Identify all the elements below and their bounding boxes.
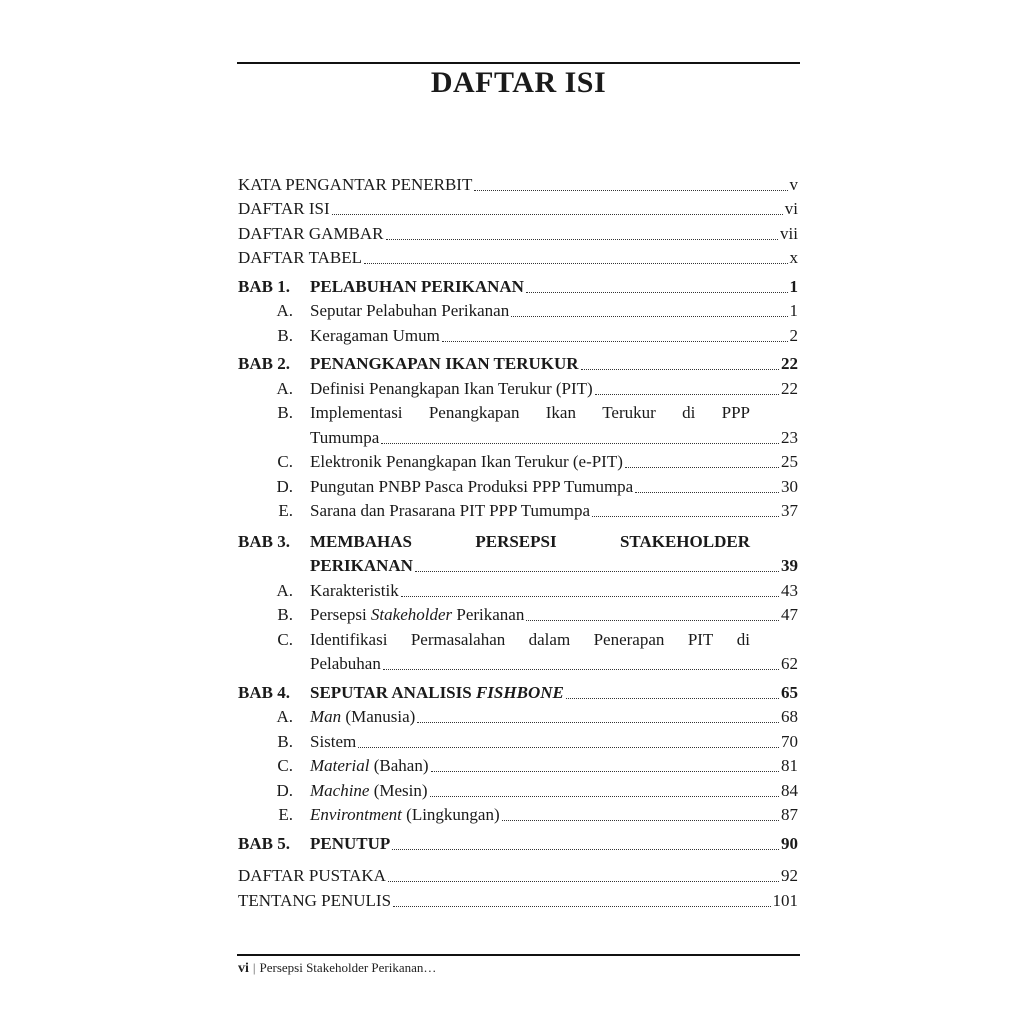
section-title	[310, 403, 798, 423]
title-part: Perikanan	[452, 605, 525, 624]
chapter-page: 90	[781, 833, 798, 853]
dot-leader	[392, 849, 779, 850]
dot-leader	[401, 596, 779, 597]
toc-entry-daftar-pustaka[interactable]	[238, 862, 798, 887]
title-part: (Mesin)	[369, 780, 428, 800]
section-letter: A.	[276, 378, 293, 398]
toc-entry-page: vi	[784, 199, 798, 218]
toc-entry-label: TENTANG PENULIS	[238, 890, 392, 910]
section-page: 1	[789, 301, 798, 320]
toc-entry-daftar-isi[interactable]	[238, 195, 798, 220]
toc-entry-label: DAFTAR GAMBAR	[238, 223, 384, 243]
title-italic-part: FISHBONE	[475, 682, 564, 702]
toc-section-1b[interactable]	[238, 321, 798, 346]
section-title	[310, 630, 798, 650]
title-word: MEMBAHAS	[310, 531, 412, 551]
toc-section-2b[interactable]	[238, 399, 798, 424]
toc-entry-page: vii	[780, 223, 798, 243]
title-italic-part: Stakeholder	[370, 605, 453, 624]
dot-leader	[381, 443, 779, 444]
dot-leader	[502, 820, 779, 821]
chapter-number: BAB 1.	[238, 276, 290, 296]
toc-entry-page: 101	[772, 890, 798, 910]
section-page: 2	[789, 325, 798, 345]
section-title	[310, 707, 415, 727]
toc-chapter-5[interactable]	[238, 829, 798, 854]
title-italic-part: Environtment	[310, 805, 402, 824]
dot-leader	[358, 747, 779, 748]
toc-entry-label: KATA PENGANTAR PENERBIT	[238, 174, 473, 194]
chapter-title: PELABUHAN PERIKANAN	[310, 276, 524, 296]
footer-page-number: vi	[238, 961, 249, 976]
section-title: Sistem	[310, 731, 357, 751]
section-title: Seputar Pelabuhan Perikanan	[310, 301, 510, 320]
section-letter: E.	[278, 501, 293, 520]
footer-running-title: Persepsi Stakeholder Perikanan…	[259, 960, 437, 975]
section-letter: B.	[277, 731, 293, 751]
dot-leader	[364, 263, 788, 264]
chapter-number: BAB 3.	[238, 531, 290, 551]
dot-leader	[635, 492, 779, 493]
title-word: Permasalahan	[410, 629, 506, 649]
section-page: 37	[781, 501, 798, 520]
title-part: (Manusia)	[341, 707, 416, 726]
section-letter: D.	[276, 780, 293, 800]
chapter-page: 1	[789, 276, 798, 296]
dot-leader	[383, 669, 779, 670]
dot-leader	[431, 771, 779, 772]
toc-section-1a[interactable]	[238, 297, 798, 322]
title-part: Persepsi	[310, 605, 371, 624]
toc-entry-label: DAFTAR ISI	[238, 199, 330, 218]
dot-leader	[388, 881, 779, 882]
section-letter: A.	[276, 580, 293, 600]
toc-entry-label: DAFTAR PUSTAKA	[238, 866, 386, 885]
chapter-title: PENANGKAPAN IKAN TERUKUR	[310, 354, 579, 373]
top-rule	[237, 62, 800, 64]
toc-entry-daftar-tabel[interactable]	[238, 244, 798, 269]
title-part: SEPUTAR ANALISIS	[310, 682, 476, 702]
section-letter: A.	[276, 301, 293, 320]
section-letter: C.	[277, 452, 293, 471]
toc-entry-tentang-penulis[interactable]	[238, 886, 798, 911]
dot-leader	[592, 516, 779, 517]
toc-section-2b-continuation[interactable]	[238, 423, 798, 448]
title-word: PERSEPSI	[475, 531, 557, 551]
toc-section-4b[interactable]	[238, 727, 798, 752]
dot-leader	[430, 796, 779, 797]
toc-chapter-4[interactable]	[238, 678, 798, 703]
dot-leader	[393, 906, 770, 907]
chapter-title	[310, 683, 564, 703]
section-letter: C.	[277, 756, 293, 775]
section-page: 47	[781, 605, 798, 624]
section-letter: E.	[278, 805, 293, 824]
section-page: 23	[781, 427, 798, 447]
title-italic-part: Machine	[310, 780, 370, 800]
section-title	[310, 605, 524, 625]
section-page: 62	[781, 654, 798, 673]
title-italic-part: Material	[310, 756, 370, 775]
toc-section-2c[interactable]	[238, 448, 798, 473]
toc-section-3c[interactable]	[238, 625, 798, 650]
title-word: STAKEHOLDER	[619, 531, 750, 551]
dot-leader	[474, 190, 787, 191]
section-title: Keragaman Umum	[310, 325, 440, 345]
chapter-title: PENUTUP	[310, 833, 391, 853]
section-title	[310, 756, 429, 776]
title-word: dalam	[528, 629, 571, 649]
section-letter: A.	[276, 707, 293, 726]
dot-leader	[511, 316, 787, 317]
section-title: Karakteristik	[310, 580, 399, 600]
toc-section-2a[interactable]	[238, 374, 798, 399]
dot-leader	[415, 571, 779, 572]
section-title-continuation: Pelabuhan	[310, 654, 381, 673]
chapter-number: BAB 4.	[238, 682, 290, 702]
dot-leader	[386, 239, 779, 240]
section-page: 81	[781, 756, 798, 775]
toc-section-2e[interactable]	[238, 497, 798, 522]
toc-chapter-1[interactable]	[238, 272, 798, 297]
title-word: Penangkapan	[428, 403, 520, 422]
dot-leader	[442, 341, 788, 342]
section-title	[310, 781, 428, 801]
toc-entry-page: v	[789, 174, 798, 194]
dot-leader	[625, 467, 779, 468]
chapter-number: BAB 5.	[238, 833, 290, 853]
title-word: di	[736, 629, 750, 649]
section-letter: D.	[276, 476, 293, 496]
toc-chapter-3-continuation[interactable]	[238, 552, 798, 577]
title-word: Ikan	[545, 403, 576, 422]
toc-section-3a[interactable]	[238, 576, 798, 601]
title-word: PPP	[721, 403, 750, 422]
chapter-title-continuation: PERIKANAN	[310, 556, 413, 575]
title-word: Terukur	[602, 403, 656, 422]
toc-section-2d[interactable]	[238, 472, 798, 497]
title-part: (Lingkungan)	[401, 805, 500, 824]
dot-leader	[526, 292, 788, 293]
bottom-rule	[237, 954, 800, 956]
toc-section-3b[interactable]	[238, 601, 798, 626]
chapter-page: 39	[781, 556, 798, 575]
table-of-contents	[238, 170, 798, 911]
dot-leader	[566, 698, 779, 699]
section-letter: B.	[277, 403, 293, 422]
section-title-continuation: Tumumpa	[310, 427, 380, 447]
page-footer	[238, 960, 436, 977]
toc-section-4a[interactable]	[238, 703, 798, 728]
dot-leader	[581, 369, 779, 370]
section-title	[310, 805, 500, 825]
toc-section-4c[interactable]	[238, 752, 798, 777]
dot-leader	[332, 214, 783, 215]
title-word: Penerapan	[593, 629, 665, 649]
section-page: 22	[781, 378, 798, 398]
title-word: Identifikasi	[310, 629, 388, 649]
toc-entry-daftar-gambar[interactable]	[238, 219, 798, 244]
section-title: Sarana dan Prasarana PIT PPP Tumumpa	[310, 501, 591, 520]
section-page: 25	[781, 452, 798, 471]
section-page: 30	[781, 476, 798, 496]
toc-entry-page: 92	[781, 866, 798, 885]
dot-leader	[595, 394, 779, 395]
chapter-page: 65	[781, 682, 798, 702]
section-letter: B.	[277, 605, 293, 624]
toc-chapter-2[interactable]	[238, 350, 798, 375]
page-title: DAFTAR ISI	[430, 66, 607, 99]
toc-entry-kata-pengantar[interactable]	[238, 170, 798, 195]
toc-entry-page: x	[789, 248, 798, 267]
footer-separator: |	[252, 960, 256, 975]
section-page: 87	[781, 805, 798, 824]
title-italic-part: Man	[310, 707, 342, 726]
toc-section-4e[interactable]	[238, 801, 798, 826]
toc-section-4d[interactable]	[238, 776, 798, 801]
dot-leader	[417, 722, 779, 723]
title-word: di	[682, 403, 696, 422]
chapter-title	[310, 532, 798, 552]
toc-section-3c-continuation[interactable]	[238, 650, 798, 675]
title-word: PIT	[687, 629, 714, 649]
section-page: 70	[781, 731, 798, 751]
title-word: Implementasi	[310, 403, 403, 422]
dot-leader	[526, 620, 779, 621]
section-title: Pungutan PNBP Pasca Produksi PPP Tumumpa	[310, 476, 634, 496]
title-part: (Bahan)	[369, 756, 429, 775]
chapter-page: 22	[781, 354, 798, 373]
section-page: 84	[781, 780, 798, 800]
toc-entry-label: DAFTAR TABEL	[238, 248, 362, 267]
section-title: Elektronik Penangkapan Ikan Terukur (e-PIT)	[310, 452, 623, 471]
section-letter: C.	[277, 629, 293, 649]
section-page: 43	[781, 580, 798, 600]
toc-chapter-3[interactable]	[238, 527, 798, 552]
section-title: Definisi Penangkapan Ikan Terukur (PIT)	[310, 378, 593, 398]
chapter-number: BAB 2.	[238, 354, 290, 373]
section-letter: B.	[277, 325, 293, 345]
section-page: 68	[781, 707, 798, 726]
